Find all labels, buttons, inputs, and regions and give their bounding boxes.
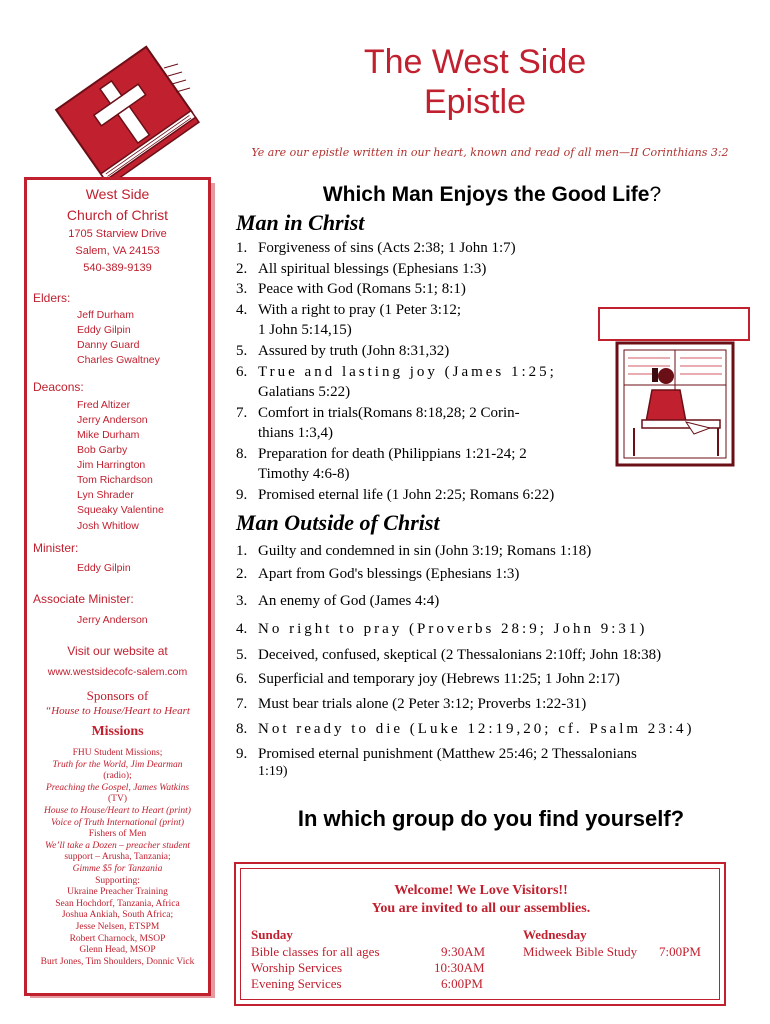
item-text: With a right to pray (1 Peter 3:12; (258, 302, 462, 318)
item-text: All spiritual blessings (Ephesians 1:3) (258, 261, 487, 277)
sponsors-label: Sponsors of (86, 688, 149, 703)
address-line-2: Salem, VA 24153 (75, 245, 160, 257)
mission-item: We’ll take a Dozen – preacher student (45, 840, 190, 851)
wednesday-service-name: Midweek Bible Study (523, 944, 638, 959)
list-item (236, 485, 746, 505)
scripture-verse: Ye are our epistle written in our heart, known and read of all men—II Corinthians 3:2 (251, 146, 729, 159)
list-item (236, 744, 746, 764)
item-number: 6. (236, 671, 248, 687)
deacon-name: Josh Whitlow (77, 520, 139, 532)
deacon-name: Bob Garby (77, 444, 128, 456)
visitors-box (234, 862, 726, 1006)
item-text: Preparation for death (Philippians 1:21-24; 2 (258, 446, 527, 462)
item-text: Must bear trials alone (2 Peter 3:12; Proverbs 1:22-31) (258, 696, 587, 712)
list-item (236, 591, 746, 611)
mission-item: Burt Jones, Tim Shoulders, Donnic Vick (40, 956, 195, 967)
item-number: 8. (236, 721, 248, 737)
item-text: Apart from God's blessings (Ephesians 1:3) (258, 566, 520, 582)
list-item (236, 694, 746, 714)
list-item (236, 259, 746, 279)
sunday-service-name: Evening Services (251, 976, 342, 991)
elder-name: Eddy Gilpin (77, 324, 131, 336)
item-number: 5. (236, 343, 248, 359)
mission-item: (radio); (103, 771, 132, 782)
deacon-name: Tom Richardson (77, 474, 153, 486)
item-text: Promised eternal punishment (Matthew 25:46; 2 Thessalonians (258, 746, 637, 762)
associate-minister-name: Jerry Anderson (77, 614, 148, 626)
item-text: Promised eternal life (1 John 2:25; Romans 6:22) (258, 487, 555, 503)
elder-name: Danny Guard (77, 339, 140, 351)
church-name-2: Church of Christ (66, 207, 169, 223)
main-question-mark: ? (649, 183, 662, 206)
list-item (236, 564, 746, 584)
sunday-service-name: Bible classes for all ages (251, 944, 380, 959)
item-text: Timothy 4:6-8) (258, 466, 350, 482)
item-number: 1. (236, 543, 248, 559)
wednesday-label: Wednesday (523, 927, 587, 942)
wednesday-service-time: 7:00PM (659, 944, 701, 959)
missions-list (27, 748, 208, 968)
newsletter-title (300, 42, 650, 122)
mission-item: House to House/Heart to Heart (print) (44, 805, 191, 816)
mission-item: Robert Charnock, MSOP (69, 933, 166, 944)
mission-item: Supporting: (95, 875, 140, 886)
item-text: Comfort in trials(Romans 8:18,28; 2 Corin- (258, 405, 520, 421)
mission-item: Voice of Truth International (print) (51, 817, 184, 828)
decorative-red-box (598, 307, 750, 341)
list-item (236, 619, 746, 639)
list-item (236, 279, 746, 299)
item-text: thians 1:3,4) (258, 425, 333, 441)
deacon-name: Jerry Anderson (77, 414, 148, 426)
item-text: An enemy of God (James 4:4) (258, 593, 440, 609)
deacon-name: Fred Altizer (77, 399, 131, 411)
mission-item: Joshua Ankiah, South Africa; (61, 910, 174, 921)
item-number: 2. (236, 566, 248, 582)
mission-item: Preaching the Gospel, James Watkins (45, 782, 190, 793)
item-number: 8. (236, 446, 248, 462)
phone-number: 540-389-9139 (83, 262, 152, 274)
item-text: Guilty and condemned in sin (John 3:19; Romans 1:18) (258, 543, 592, 559)
item-number: 3. (236, 593, 248, 609)
mission-item: support – Arusha, Tanzania; (64, 852, 171, 863)
sponsors-text: “House to House/Heart to Heart (45, 705, 190, 717)
list-item (236, 719, 746, 739)
list-item (236, 300, 536, 320)
item-text: No right to pray (Proverbs 28:9; John 9:31) (258, 621, 648, 637)
visit-website-text: Visit our website at (67, 644, 168, 658)
title-line-1: The West Side (363, 43, 587, 81)
main-question-text: Which Man Enjoys the Good Life (322, 183, 650, 206)
elder-name: Charles Gwaltney (77, 354, 160, 366)
item-text: Forgiveness of sins (Acts 2:38; 1 John 1:7) (258, 240, 516, 256)
bible-logo (40, 34, 200, 194)
mission-item: Truth for the World, Jim Dearman (52, 759, 183, 770)
item-text: 1 John 5:14,15) (258, 322, 352, 338)
item-text: Deceived, confused, skeptical (2 Thessalonians 2:10ff; John 18:38) (258, 647, 662, 663)
closing-question: In which group do you find yourself? (297, 806, 685, 831)
deacons-label: Deacons: (33, 380, 84, 394)
mission-item: (TV) (108, 794, 127, 805)
sunday-service-time: 9:30AM (441, 944, 486, 959)
item-text: Not ready to die (Luke 12:19,20; cf. Psalm 23:4) (258, 721, 695, 737)
item-number: 7. (236, 405, 248, 421)
item-number: 4. (236, 621, 248, 637)
list-item (236, 541, 746, 561)
businessman-phone-illustration (614, 340, 736, 468)
item-number: 2. (236, 261, 248, 277)
item-number: 6. (236, 364, 248, 380)
man-outside-christ-heading: Man Outside of Christ (236, 510, 440, 535)
mission-item: Fishers of Men (88, 829, 147, 840)
item-text: Peace with God (Romans 5:1; 8:1) (258, 281, 466, 297)
item-number: 5. (236, 647, 248, 663)
mission-item: Gimme $5 for Tanzania (72, 863, 163, 874)
mission-item: Ukraine Preacher Training (67, 887, 168, 898)
church-info-sidebar (24, 177, 211, 996)
item-number: 3. (236, 281, 248, 297)
elders-label: Elders: (33, 291, 71, 305)
list-item (236, 238, 746, 258)
associate-minister-label: Associate Minister: (33, 592, 134, 606)
welcome-text: Welcome! We Love Visitors!! (394, 883, 568, 898)
item-number: 7. (236, 696, 248, 712)
sunday-service-name: Worship Services (251, 960, 343, 975)
item-number: 4. (236, 302, 248, 318)
sunday-service-time: 10:30AM (434, 960, 485, 975)
mission-item: Sean Hochdorf, Tanzania, Africa (55, 898, 180, 909)
minister-label: Minister: (33, 541, 79, 555)
mission-item: Glenn Head, MSOP (79, 945, 156, 956)
mission-item: FHU Student Missions; (72, 748, 163, 758)
website-link[interactable]: www.westsidecofc-salem.com (47, 666, 188, 678)
item-text: Assured by truth (John 8:31,32) (258, 343, 450, 359)
sunday-label: Sunday (251, 927, 293, 942)
minister-name: Eddy Gilpin (77, 562, 131, 574)
list-item (236, 645, 746, 665)
missions-label: Missions (91, 724, 144, 739)
church-name-1: West Side (85, 186, 150, 202)
deacon-name: Jim Harrington (77, 459, 146, 471)
deacon-name: Lyn Shrader (77, 489, 134, 501)
item-text: Galatians 5:22) (258, 384, 351, 400)
invite-text: You are invited to all our assemblies. (371, 901, 591, 916)
sunday-service-time: 6:00PM (441, 976, 483, 991)
mission-item: Jesse Nelsen, ETSPM (75, 921, 160, 932)
man-in-christ-heading: Man in Christ (236, 210, 365, 235)
list-item (236, 762, 746, 782)
deacon-name: Mike Durham (77, 429, 140, 441)
visitors-box-inner (240, 868, 720, 1000)
title-line-2: Epistle (423, 83, 527, 121)
item-text: Superficial and temporary joy (Hebrews 11:25; 1 John 2:17) (258, 671, 620, 687)
item-number: 9. (236, 487, 248, 503)
item-text: 1:19) (258, 764, 288, 779)
main-question-heading (232, 183, 752, 207)
deacon-name: Squeaky Valentine (77, 504, 164, 516)
item-number: 1. (236, 240, 248, 256)
address-line-1: 1705 Starview Drive (68, 228, 167, 240)
list-item (236, 669, 746, 689)
elder-name: Jeff Durham (77, 309, 134, 321)
item-text: True and lasting joy (James 1:25; (258, 364, 557, 380)
item-number: 9. (236, 746, 248, 762)
